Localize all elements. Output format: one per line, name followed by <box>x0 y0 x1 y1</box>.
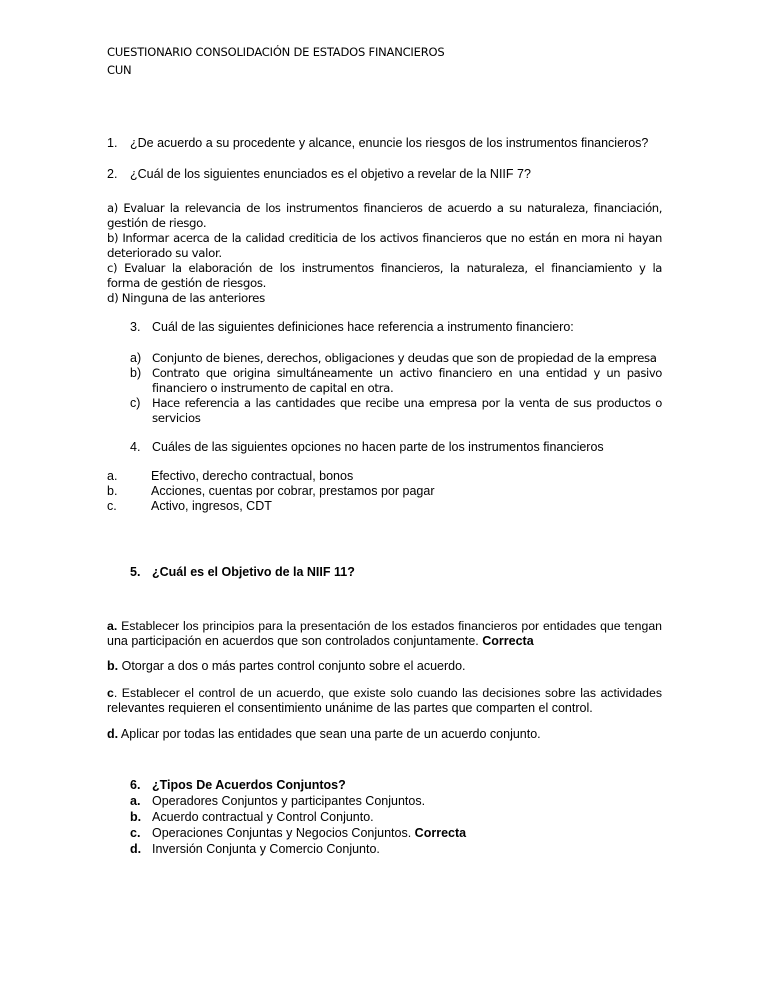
question-6-number: 6. <box>130 778 141 792</box>
document-title: CUESTIONARIO CONSOLIDACIÓN DE ESTADOS FINANCIEROS <box>107 45 445 59</box>
question-5-option-a-line-2 <box>107 634 534 649</box>
question-6-option-c-label: c. <box>130 826 141 840</box>
question-1-number: 1. <box>107 136 118 150</box>
question-6-option-c-text: Operaciones Conjuntas y Negocios Conjuntos. <box>152 826 412 840</box>
question-6-option-d-label: d. <box>130 842 142 856</box>
question-6-option-a-label: a. <box>130 794 141 808</box>
question-6-text: ¿Tipos De Acuerdos Conjuntos? <box>152 778 346 792</box>
question-4-option-c-label: c. <box>107 499 117 513</box>
correct-answer-marker: Correcta <box>482 634 534 648</box>
question-5-option-c-line-1 <box>107 686 662 701</box>
question-5-option-d-text: Aplicar por todas las entidades que sean una parte de un acuerdo conjunto. <box>120 727 541 741</box>
question-2-option-b-line-2: deteriorado su valor. <box>107 246 222 260</box>
question-2-text: ¿Cuál de los siguientes enunciados es el objetivo a revelar de la NIIF 7? <box>130 167 531 181</box>
question-2-option-a-line-1: a) Evaluar la relevancia de los instrumentos financieros de acuerdo a su naturaleza, financiación, <box>107 201 662 215</box>
question-3-option-c-label: c) <box>130 396 141 410</box>
question-4-option-b-text: Acciones, cuentas por cobrar, prestamos por pagar <box>151 484 435 498</box>
question-4-option-b-label: b. <box>107 484 118 498</box>
question-3-text: Cuál de las siguientes definiciones hace referencia a instrumento financiero: <box>152 320 574 334</box>
institution-name: CUN <box>107 63 132 77</box>
question-5-option-a-line-1 <box>107 619 662 634</box>
question-3-option-a-text: Conjunto de bienes, derechos, obligaciones y deudas que son de propiedad de la empresa <box>152 351 657 365</box>
question-4-option-a-label: a. <box>107 469 118 483</box>
question-4-option-a-text: Efectivo, derecho contractual, bonos <box>151 469 354 483</box>
question-5-option-a-text-cont: una participación en acuerdos que son controlados conjuntamente. <box>107 634 479 648</box>
question-3-option-b-label: b) <box>130 366 142 380</box>
question-5-option-c-label: c <box>107 686 114 700</box>
question-5-option-b <box>107 659 466 674</box>
correct-answer-marker: Correcta <box>414 826 467 840</box>
question-2-number: 2. <box>107 167 118 181</box>
question-2-option-c-line-1: c) Evaluar la elaboración de los instrumentos financieros, la naturaleza, el financiamiento y la <box>107 261 662 275</box>
question-6-option-b-label: b. <box>130 810 142 824</box>
question-5-option-d <box>107 727 541 742</box>
question-5-option-c-text: . Establecer el control de un acuerdo, que existe solo cuando las decisiones sobre las actividades <box>113 686 662 700</box>
question-3-option-b-line-2: financiero o instrumento de capital en otra. <box>152 381 394 395</box>
question-3-option-c-line-2: servicios <box>152 411 201 425</box>
question-2-option-c-line-2: forma de gestión de riesgos. <box>107 276 267 290</box>
question-3-option-b-line-1: Contrato que origina simultáneamente un activo financiero en una entidad y un pasivo <box>152 366 662 380</box>
question-2-option-d: d) Ninguna de las anteriores <box>107 291 265 305</box>
question-3-number: 3. <box>130 320 141 334</box>
question-6-option-b-text: Acuerdo contractual y Control Conjunto. <box>152 810 374 824</box>
question-4-option-c-text: Activo, ingresos, CDT <box>151 499 272 513</box>
question-5-option-b-label: b. <box>107 659 119 673</box>
question-6-option-d-text: Inversión Conjunta y Comercio Conjunto. <box>152 842 380 856</box>
question-1-text: ¿De acuerdo a su procedente y alcance, enuncie los riesgos de los instrumentos financieros? <box>130 136 649 150</box>
question-3-option-a-label: a) <box>130 351 142 365</box>
question-5-option-c-line-2: relevantes requieren el consentimiento unánime de las partes que comparten el control. <box>107 701 593 715</box>
question-5-number: 5. <box>130 565 141 579</box>
question-2-option-b-line-1: b) Informar acerca de la calidad crediticia de los activos financieros que no están en mora ni hayan <box>107 231 662 245</box>
question-2-option-a-line-2: gestión de riesgo. <box>107 216 207 230</box>
question-5-option-a-text: Establecer los principios para la presentación de los estados financieros por entidades que tengan <box>121 619 663 633</box>
question-5-option-d-label: d. <box>107 727 119 741</box>
question-6-option-a-text: Operadores Conjuntos y participantes Conjuntos. <box>152 794 426 808</box>
question-4-number: 4. <box>130 440 141 454</box>
question-6-option-c <box>152 826 466 841</box>
question-4-text: Cuáles de las siguientes opciones no hacen parte de los instrumentos financieros <box>152 440 604 454</box>
question-5-option-b-text: Otorgar a dos o más partes control conjunto sobre el acuerdo. <box>121 659 466 673</box>
question-3-option-c-line-1: Hace referencia a las cantidades que recibe una empresa por la venta de sus productos o <box>152 396 662 410</box>
question-5-option-a-label: a. <box>107 619 118 633</box>
question-5-text: ¿Cuál es el Objetivo de la NIIF 11? <box>152 565 355 579</box>
